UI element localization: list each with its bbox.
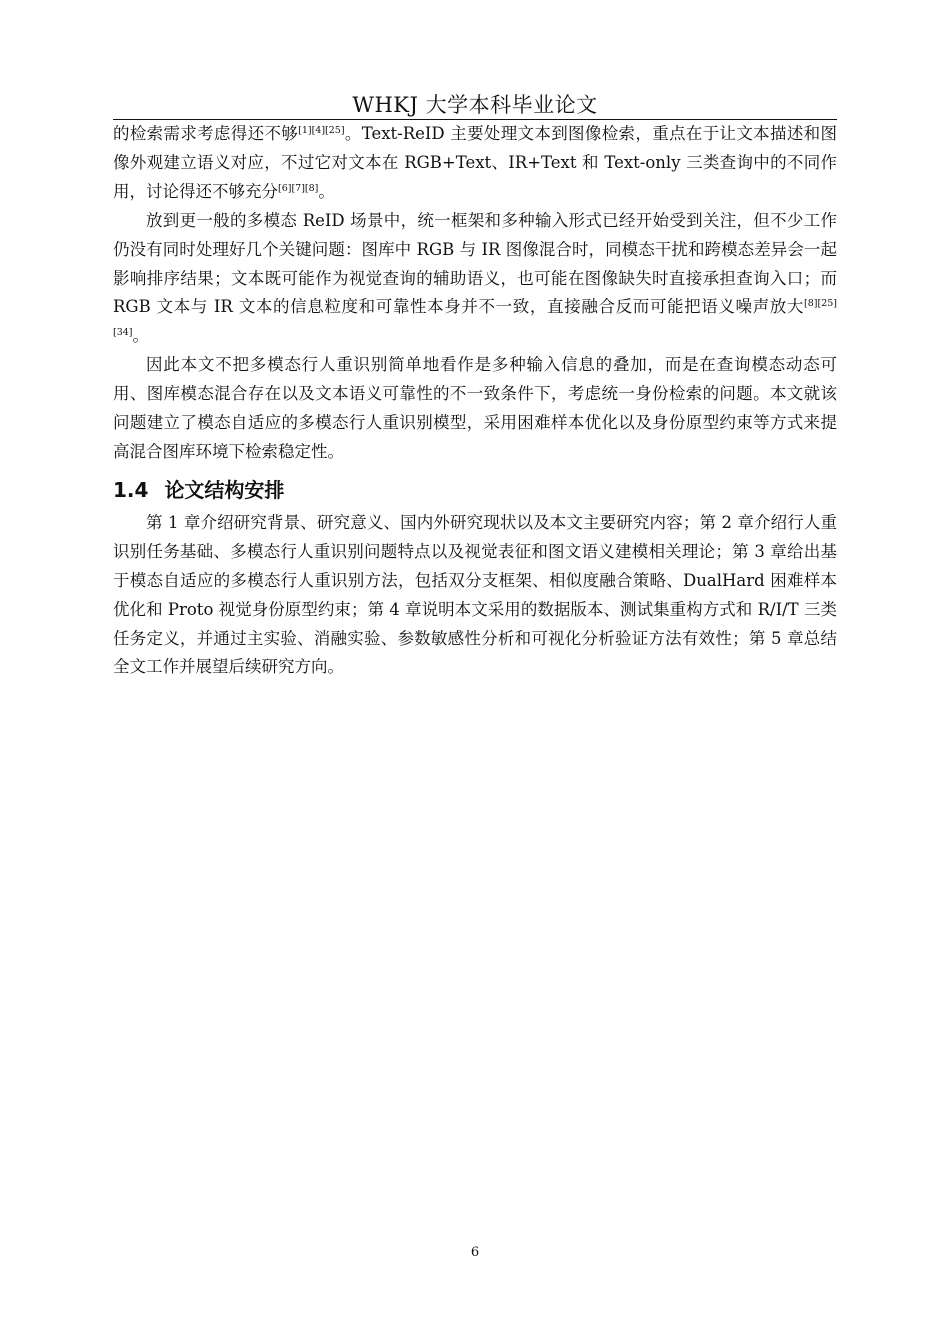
citation[interactable]: [6][7][8] — [278, 182, 319, 194]
citation[interactable]: [1][4][25] — [298, 125, 345, 136]
paragraph-text: 。Text-ReID 主要处理文本到图像检索，重点在于让文本描述和图像外观建立语义对应，不过它对文本在 RGB+Text、IR+Text 和 Text-only 三类查询中的不同作用，讨论得还不够充分 — [113, 124, 837, 201]
paragraph-text: 。 — [318, 181, 335, 201]
paragraph-text: 。 — [132, 326, 150, 346]
paragraph-text: 因此本文不把多模态行人重识别简单地看作是多种输入信息的叠加，而是在查询模态动态可用、图库模态混合存在以及文本语义可靠性的不一致条件下，考虑统一身份检索的问题。本文就该问题建立了模态自适应的多模态行人重识别模型，采用困难样本优化以及身份原型约束等方式来提高混合图库环境下检索稳定性。 — [113, 355, 837, 461]
paragraph-3 — [113, 351, 837, 467]
citation[interactable]: [8][25][34] — [113, 298, 837, 339]
section-number: 1.4 — [113, 477, 149, 502]
paragraph-text: 放到更一般的多模态 ReID 场景中，统一框架和多种输入形式已经开始受到关注，但不少工作仍没有同时处理好几个关键问题：图库中 RGB 与 IR 图像混合时，同模态干扰和跨模态差异会一起影响排序结果；文本既可能作为视觉查询的辅助语义，也可能在图像缺失时直接承担查询入口；而 RGB 文本与 IR 文本的信息粒度和可靠性本身并不一致，直接融合反而可能把语义噪声放大 — [113, 210, 837, 317]
page-number: 6 — [470, 1245, 480, 1260]
running-header: WHKJ 大学本科毕业论文 — [352, 93, 598, 117]
section-title: 论文结构安排 — [164, 477, 285, 502]
section-paragraph: 第 1 章介绍研究背景、研究意义、国内外研究现状以及本文主要研究内容；第 2 章介绍行人重识别任务基础、多模态行人重识别问题特点以及视觉表征和图文语义建模相关理论；第 3 章给出基于模态自适应的多模态行人重识别方法，包括双分支框架、相似度融合策略、DualHard 困难样本优化和 Proto 视觉身份原型约束；第 4 章说明本文采用的数据版本、测试集重构方式和 R/I/T 三类任务定义，并通过主实验、消融实验、参数敏感性分析和可视化分析验证方法有效性；第 5 章总结全文工作并展望后续研究方向。 — [113, 512, 837, 677]
paragraph-text: 的检索需求考虑得还不够 — [113, 124, 299, 143]
paragraph-2 — [113, 207, 837, 352]
page-body — [113, 120, 837, 682]
paragraph-1 — [113, 120, 837, 207]
section-heading — [113, 475, 837, 505]
